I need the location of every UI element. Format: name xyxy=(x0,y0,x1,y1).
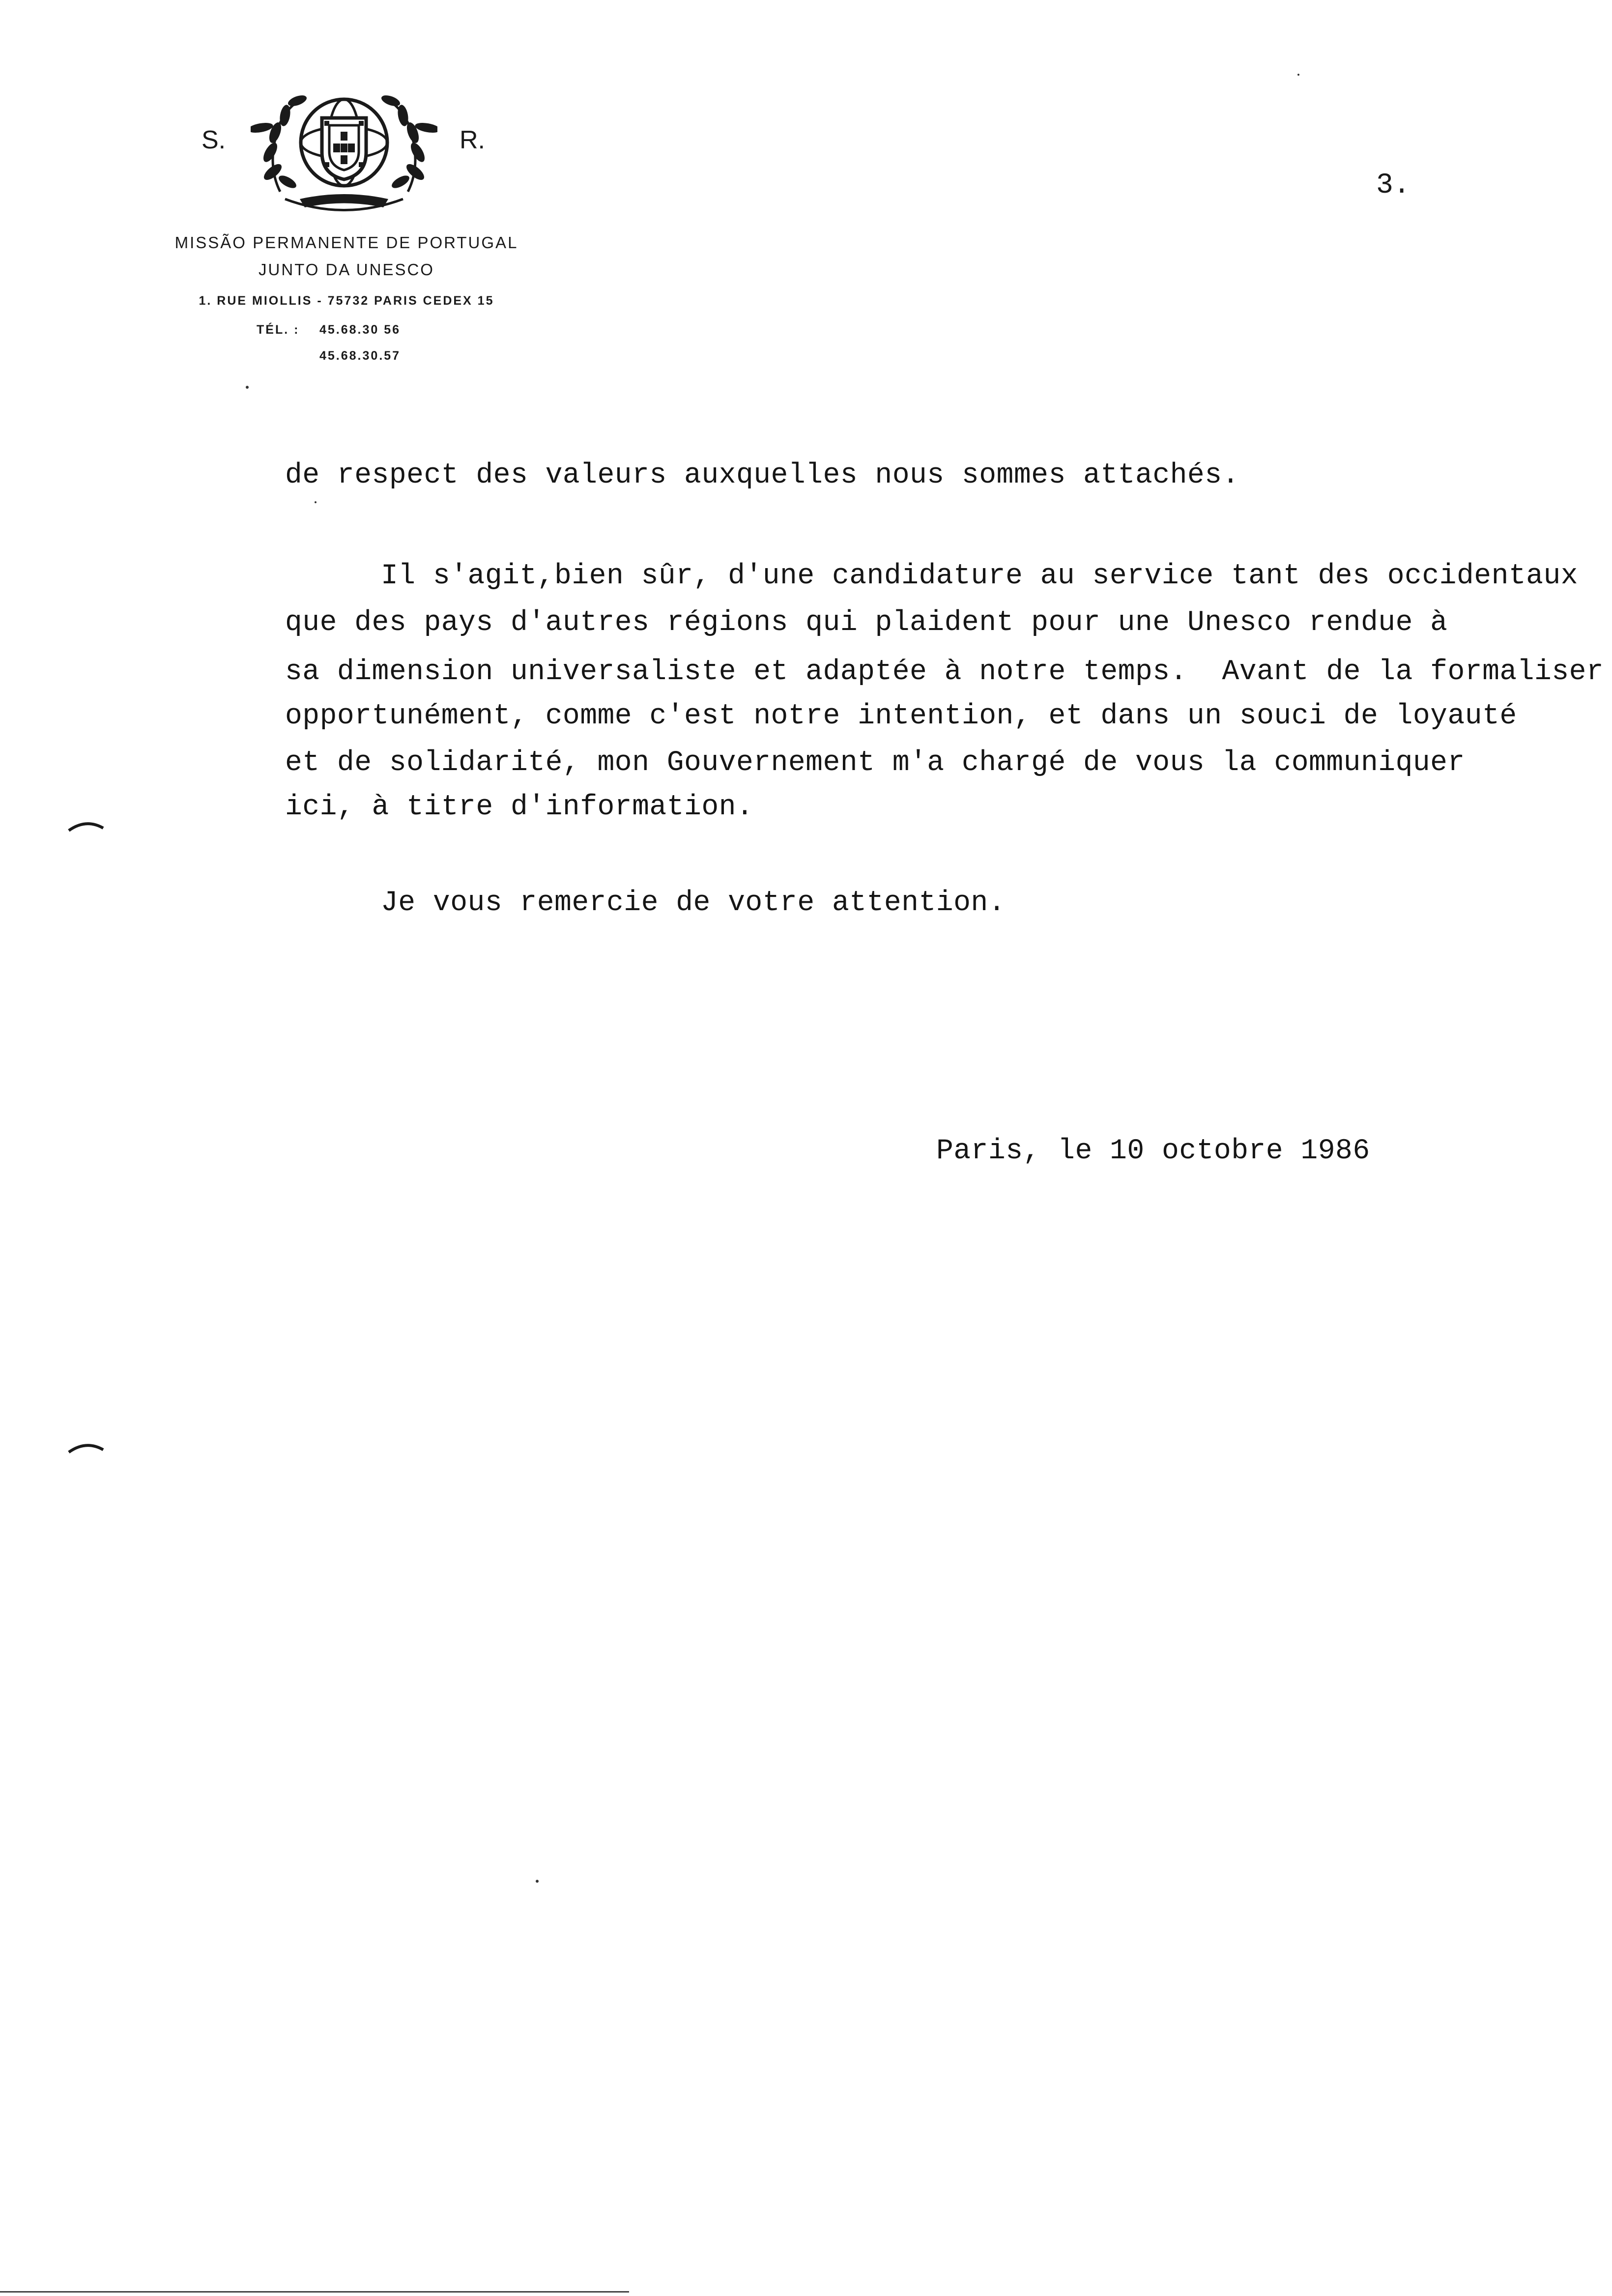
letterhead-address: 1. RUE MIOLLIS - 75732 PARIS CEDEX 15 xyxy=(199,294,494,308)
letterhead-tel-label: TÉL. : xyxy=(257,323,300,337)
letterhead-organization-line2: JUNTO DA UNESCO xyxy=(259,260,434,279)
scan-speck xyxy=(1297,74,1299,76)
scan-speck xyxy=(536,1880,539,1883)
paragraph-line: Il s'agit,bien sûr, d'une candidature au service tant des occidentaux xyxy=(381,560,1579,592)
paragraph-line: et de solidarité, mon Gouvernement m'a chargé de vous la communiquer xyxy=(285,747,1465,779)
paragraph-line: opportunément, comme c'est notre intention, et dans un souci de loyauté xyxy=(285,700,1517,732)
scan-speck xyxy=(315,501,317,503)
letterhead-tel-2: 45.68.30.57 xyxy=(319,349,401,363)
scan-edge-line xyxy=(0,2291,629,2293)
closing-line: Je vous remercie de votre attention. xyxy=(381,887,1006,919)
date-line: Paris, le 10 octobre 1986 xyxy=(936,1135,1370,1167)
scan-speck xyxy=(246,386,249,389)
coat-of-arms-icon xyxy=(251,79,437,211)
letterhead-left-initial: S. xyxy=(202,126,226,154)
paragraph-line: ici, à titre d'information. xyxy=(285,791,754,823)
punch-hole-mark-icon xyxy=(66,1440,106,1455)
letterhead-tel-1: 45.68.30 56 xyxy=(319,323,401,337)
page-number: 3. xyxy=(1376,170,1410,201)
paragraph-line: sa dimension universaliste et adaptée à notre temps. Avant de la formaliser xyxy=(285,656,1604,688)
letterhead-organization-line1: MISSÃO PERMANENTE DE PORTUGAL xyxy=(174,233,518,252)
punch-hole-mark-icon xyxy=(66,818,106,833)
paragraph-line: que des pays d'autres régions qui plaident pour une Unesco rendue à xyxy=(285,607,1448,639)
letterhead-right-initial: R. xyxy=(460,126,485,154)
body-line: de respect des valeurs auxquelles nous sommes attachés. xyxy=(285,459,1239,491)
